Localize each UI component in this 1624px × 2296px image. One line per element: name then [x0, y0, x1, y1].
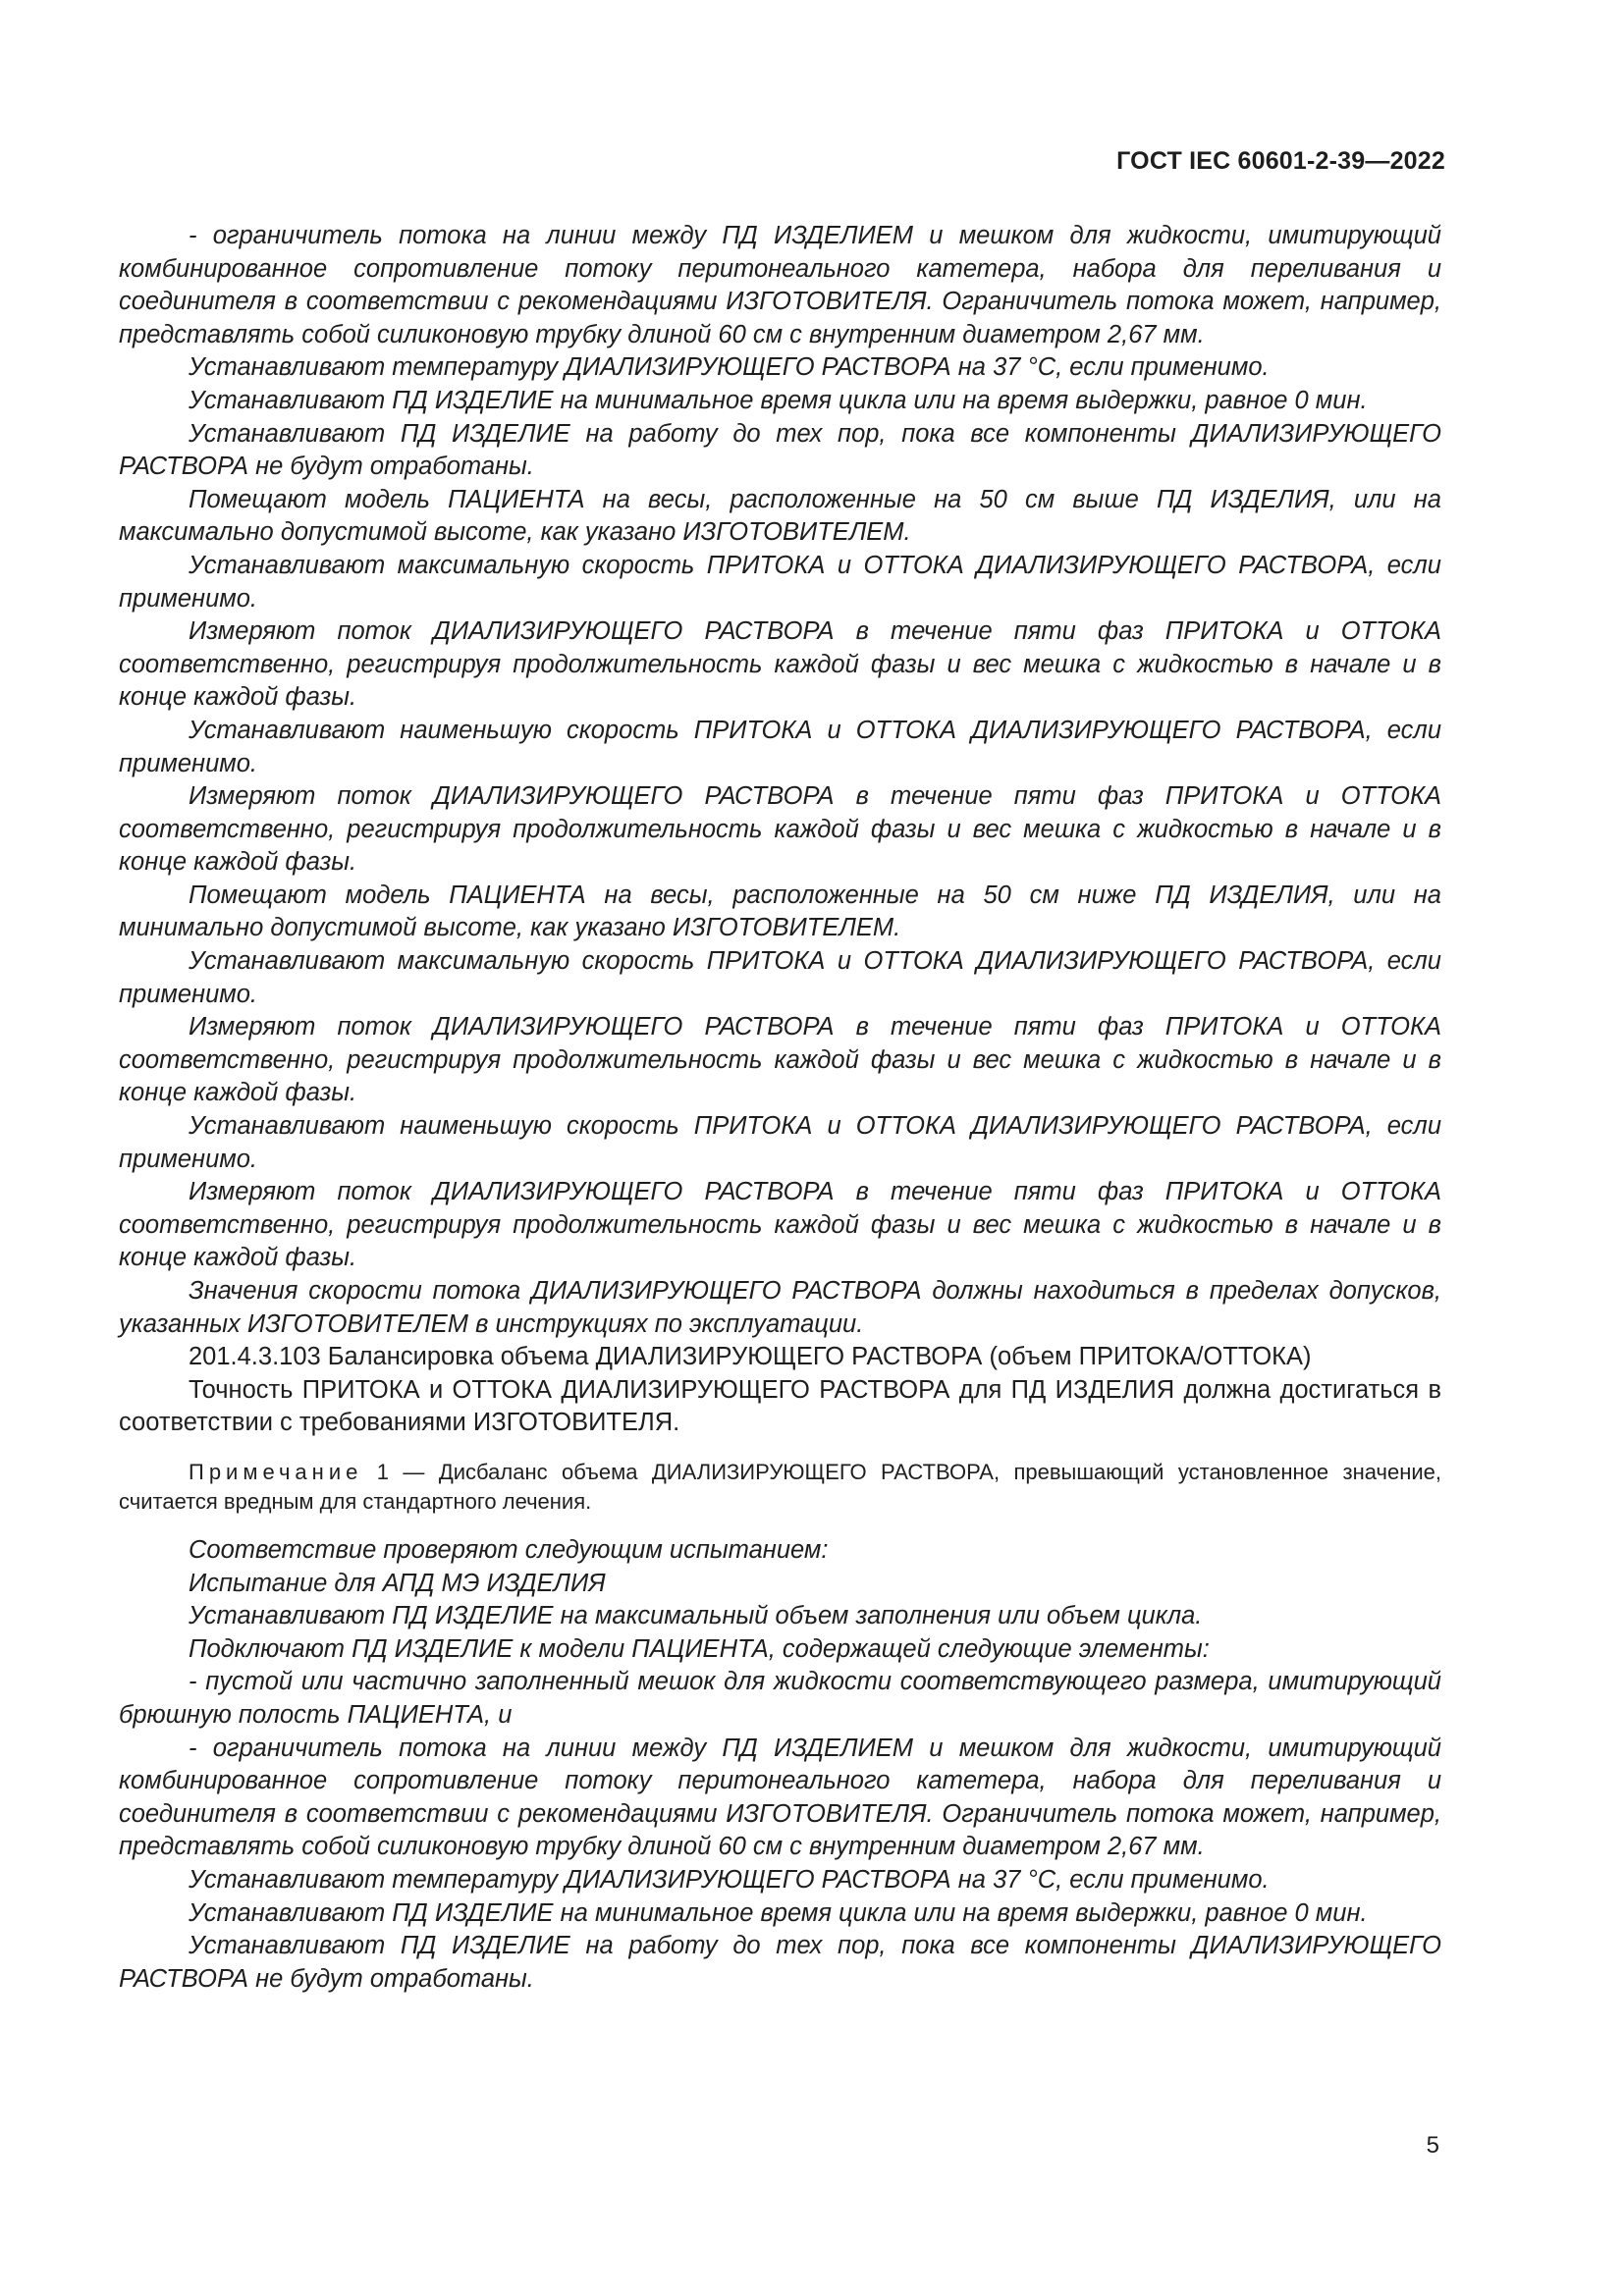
section-requirement: Точность ПРИТОКА и ОТТОКА ДИАЛИЗИРУЮЩЕГО РАСТВОРА для ПД ИЗДЕЛИЯ должна достигаться в соответствии с требованиями ИЗГОТОВИТЕЛЯ. [119, 1375, 1441, 1437]
paragraph: Измеряют поток ДИАЛИЗИРУЮЩЕГО РАСТВОРА в течение пяти фаз ПРИТОКА и ОТТОКА соответственно, регистрируя продолжительность каждой фазы и вес мешка с жидкостью в начале и в конце каждой фазы. [119, 1178, 1441, 1272]
paragraph: Измеряют поток ДИАЛИЗИРУЮЩЕГО РАСТВОРА в течение пяти фаз ПРИТОКА и ОТТОКА соответственно, регистрируя продолжительность каждой фазы и вес мешка с жидкостью в начале и в конце каждой фазы. [119, 617, 1441, 712]
paragraph: Устанавливают ПД ИЗДЕЛИЕ на максимальный объем заполнения или объем цикла. [189, 1602, 1203, 1630]
paragraph: Помещают модель ПАЦИЕНТА на весы, расположенные на 50 см выше ПД ИЗДЕЛИЯ, или на максимально допустимой высоте, как указано ИЗГОТОВИТЕЛЕМ. [119, 485, 1441, 547]
page-number: 5 [1426, 2132, 1439, 2159]
note-label: Примечание [189, 1459, 363, 1484]
paragraph: Устанавливают максимальную скорость ПРИТОКА и ОТТОКА ДИАЛИЗИРУЮЩЕГО РАСТВОРА, если применимо. [119, 947, 1441, 1008]
note [119, 1458, 1441, 1517]
paragraph: Устанавливают ПД ИЗДЕЛИЕ на работу до тех пор, пока все компоненты ДИАЛИЗИРУЮЩЕГО РАСТВОРА не будут отработаны. [119, 1932, 1441, 1993]
paragraph: - ограничитель потока на линии между ПД ИЗДЕЛИЕМ и мешком для жидкости, имитирующий комбинированное сопротивление потоку перитонеального катетера, набора для переливания и соединителя в соответствии с рекомендациями ИЗГОТОВИТЕЛЯ. Ограничитель потока может, например, представлять собой силиконовую трубку длиной 60 см с внутренним диаметром 2,67 мм. [119, 1734, 1441, 1861]
paragraph: Устанавливают ПД ИЗДЕЛИЕ на работу до тех пор, пока все компоненты ДИАЛИЗИРУЮЩЕГО РАСТВОРА не будут отработаны. [119, 419, 1441, 481]
paragraph: Испытание для АПД МЭ ИЗДЕЛИЯ [189, 1569, 606, 1597]
paragraph: Помещают модель ПАЦИЕНТА на весы, расположенные на 50 см ниже ПД ИЗДЕЛИЯ, или на минимально допустимой высоте, как указано ИЗГОТОВИТЕЛЕМ. [119, 881, 1441, 942]
paragraph: Устанавливают ПД ИЗДЕЛИЕ на минимальное время цикла или на время выдержки, равное 0 мин. [189, 386, 1368, 414]
note-text: 1 — Дисбаланс объема ДИАЛИЗИРУЮЩЕГО РАСТВОРА, превышающий установленное значение, считается вредным для стандартного лечения. [119, 1459, 1441, 1514]
paragraph: - ограничитель потока на линии между ПД ИЗДЕЛИЕМ и мешком для жидкости, имитирующий комбинированное сопротивление потоку перитонеального катетера, набора для переливания и соединителя в соответствии с рекомендациями ИЗГОТОВИТЕЛЯ. Ограничитель потока может, например, представлять собой силиконовую трубку длиной 60 см с внутренним диаметром 2,67 мм. [119, 222, 1441, 348]
paragraph: - пустой или частично заполненный мешок для жидкости соответствующего размера, имитирующий брюшную полость ПАЦИЕНТА, и [119, 1668, 1441, 1729]
section-heading: 201.4.3.103 Балансировка объема ДИАЛИЗИРУЮЩЕГО РАСТВОРА (объем ПРИТОКА/ОТТОКА) [189, 1343, 1312, 1371]
paragraph: Устанавливают ПД ИЗДЕЛИЕ на минимальное время цикла или на время выдержки, равное 0 мин. [189, 1898, 1368, 1927]
paragraph: Устанавливают максимальную скорость ПРИТОКА и ОТТОКА ДИАЛИЗИРУЮЩЕГО РАСТВОРА, если применимо. [119, 551, 1441, 613]
document-body [119, 220, 1441, 1996]
paragraph: Соответствие проверяют следующим испытанием: [189, 1535, 829, 1564]
paragraph: Измеряют поток ДИАЛИЗИРУЮЩЕГО РАСТВОРА в течение пяти фаз ПРИТОКА и ОТТОКА соответственно, регистрируя продолжительность каждой фазы и вес мешка с жидкостью в начале и в конце каждой фазы. [119, 1013, 1441, 1107]
paragraph: Значения скорости потока ДИАЛИЗИРУЮЩЕГО РАСТВОРА должны находиться в пределах допусков, указанных ИЗГОТОВИТЕЛЕМ в инструкциях по эксплуатации. [119, 1277, 1441, 1338]
paragraph: Устанавливают температуру ДИАЛИЗИРУЮЩЕГО РАСТВОРА на 37 °С, если применимо. [189, 353, 1270, 382]
paragraph: Устанавливают наименьшую скорость ПРИТОКА и ОТТОКА ДИАЛИЗИРУЮЩЕГО РАСТВОРА, если применимо. [119, 1112, 1441, 1173]
document-header-standard-number: ГОСТ IEC 60601-2-39—2022 [1116, 147, 1445, 175]
paragraph: Устанавливают наименьшую скорость ПРИТОКА и ОТТОКА ДИАЛИЗИРУЮЩЕГО РАСТВОРА, если применимо. [119, 716, 1441, 777]
paragraph: Устанавливают температуру ДИАЛИЗИРУЮЩЕГО РАСТВОРА на 37 °С, если применимо. [189, 1865, 1270, 1894]
paragraph: Измеряют поток ДИАЛИЗИРУЮЩЕГО РАСТВОРА в течение пяти фаз ПРИТОКА и ОТТОКА соответственно, регистрируя продолжительность каждой фазы и вес мешка с жидкостью в начале и в конце каждой фазы. [119, 782, 1441, 877]
paragraph: Подключают ПД ИЗДЕЛИЕ к модели ПАЦИЕНТА, содержащей следующие элементы: [189, 1634, 1210, 1663]
